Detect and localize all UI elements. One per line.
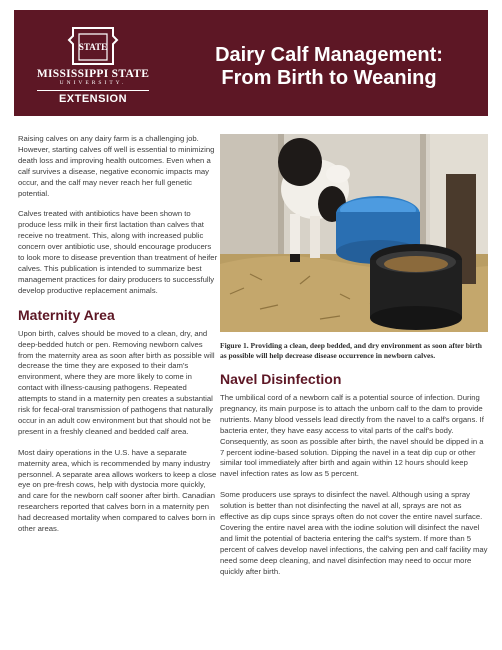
calf-pen-image (220, 134, 488, 332)
logo-seal-text: STATE (78, 42, 108, 52)
calf-photo (220, 134, 488, 332)
intro-paragraph-1: Raising calves on any dairy farm is a challenging job. However, starting calves off well is essential to minimizing death loss and improving health outcomes. Even when a calf survives a disease, negative economic impacts may occur, and the calf may never reach her full genetic potential. (18, 134, 215, 198)
navel-paragraph-2: Some producers use sprays to disinfect the navel. Although using a spray solution is better than not disinfecting the navel at all, sprays are not as effective as dip cups since sprays often do not cover the entire navel surface. Covering the entire navel area with the iodine solution will disinfect the navel and limit the potential of bacteria entering the calf's system. If more than 5 percent of calves develop navel infections, the calving pen and calf facility may need some deep cleaning, and navel disinfection may need to occur more quickly after birth. (220, 490, 488, 576)
title-line-2: From Birth to Weaning (221, 67, 437, 89)
left-column (18, 134, 218, 545)
logo-extension: EXTENSION (58, 93, 128, 105)
msu-extension-logo[interactable] (30, 26, 156, 105)
title-line-1: Dairy Calf Management: (215, 44, 443, 66)
logo-divider (37, 90, 149, 91)
figure-caption: Figure 1. Providing a clean, deep bedded, and dry environment as soon after birth as possible will help decrease disease occurrence in newborn calves. (220, 341, 482, 360)
logo-university-sub: UNIVERSITY. (59, 80, 127, 86)
maternity-paragraph-1: Upon birth, calves should be moved to a clean, dry, and deep-bedded hutch or pen. Removing newborn calves from the maternity area as soon after birth as possible will decrease the time they are exposed to their dam's environment, where they are more likely to come in contact with illness-causing pathogens. Repeated attempts to stand in a maternity pen creates a substantial risk for fecal-oral transmission of pathogens that naturally occur in an adult cow environment but that should not be present in a freshly cleaned and bedded calf area. (18, 328, 215, 436)
logo-university-name: MISSISSIPPI STATE (36, 68, 150, 80)
right-column (220, 134, 488, 588)
maternity-heading: Maternity Area (18, 306, 115, 323)
header-banner (14, 10, 488, 116)
msu-shield-icon (65, 26, 121, 66)
navel-paragraph-1: The umbilical cord of a newborn calf is a potential source of infection. During pregnancy, its main purpose is to attach the unborn calf to the dam to provide nutrients. Many blood vessels lead directly from the navel to a calf's organs. If bacteria enter, they have easy access to vital parts of the calf's body. Consequently, as soon as possible after birth, the navel should be dipped in a 7 percent iodine-based solution. Dipping the navel in a teat dip cup or other similar tool immediately after birth and again within 12 hours should keep navel infection rates as low as 5 percent. (220, 393, 484, 479)
page-title (176, 44, 482, 90)
maternity-paragraph-2: Most dairy operations in the U.S. have a separate maternity area, which is recommended by many industry personnel. A separate area allows workers to keep a close eye on pre-fresh cows, help with dystocia more quickly, and care for the newborn calf sooner after birth. Canadian researchers reported that calves born in a maternity pen had decreased mortality when compared to calves born in other areas. (18, 447, 217, 534)
navel-heading: Navel Disinfection (220, 371, 342, 387)
intro-paragraph-2: Calves treated with antibiotics have been shown to produce less milk in their first lactation than calves that receive no treatment. This, along with increased public concern over antibiotic use, should encourage producers to look more to disease prevention than treatment of heifer calves. This publication is intended to summarize best management practices for dairy producers to successfully develop productive replacement animals. (18, 209, 218, 295)
